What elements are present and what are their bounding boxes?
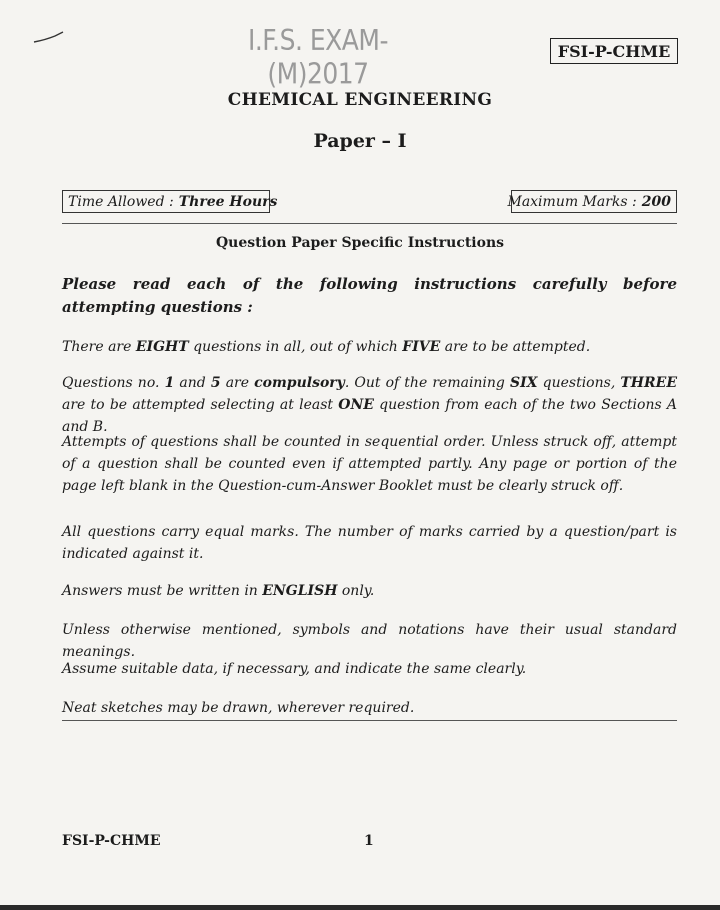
time-allowed-box xyxy=(62,190,278,213)
footer-paper-code: FSI-P-CHME xyxy=(62,833,161,849)
instruction-eight-questions: There are EIGHT questions in all, out of which FIVE are to be attempted. xyxy=(62,339,591,355)
instruction-suitable-data: Assume suitable data, if necessary, and indicate the same clearly. xyxy=(62,661,527,677)
time-allowed-value: Three Hours xyxy=(178,193,278,210)
maximum-marks-label: Maximum Marks : xyxy=(507,193,637,210)
page-number: 1 xyxy=(364,833,374,849)
instruction-sequential-order: Attempts of questions shall be counted in sequential order. Unless struck off, attempt of a question shall be counted even if attempted partly. Any page or portion of the page left blank in the Question-cum-Answer Booklet must be clearly struck off. xyxy=(62,434,677,494)
maximum-marks-value: 200 xyxy=(641,193,671,210)
divider-top xyxy=(62,223,677,224)
please-read-notice: Please read each of the following instructions carefully before attempting questions : xyxy=(62,275,677,316)
instructions-heading: Question Paper Specific Instructions xyxy=(215,235,505,251)
time-allowed-label: Time Allowed : xyxy=(68,193,174,210)
divider-bottom xyxy=(62,720,677,721)
paper-number: Paper – I xyxy=(313,130,407,152)
instruction-compulsory-questions: Questions no. 1 and 5 are compulsory. Out of the remaining SIX questions, THREE are to be attempted selecting at least ONE question from each of the two Sections A and B. xyxy=(62,375,677,435)
subject-title: CHEMICAL ENGINEERING xyxy=(227,90,493,110)
maximum-marks-box xyxy=(507,190,677,213)
instruction-symbols-notations: Unless otherwise mentioned, symbols and notations have their usual standard meanings. xyxy=(62,622,677,660)
instruction-neat-sketches: Neat sketches may be drawn, wherever required. xyxy=(62,700,415,716)
instruction-equal-marks: All questions carry equal marks. The number of marks carried by a question/part is indicated against it. xyxy=(62,524,677,562)
pen-tick-mark-icon xyxy=(33,30,65,46)
exam-title-stamp: I.F.S. EXAM-(M)2017 xyxy=(247,23,388,91)
instruction-english-only: Answers must be written in ENGLISH only. xyxy=(62,583,375,599)
scan-bottom-edge xyxy=(0,905,720,910)
paper-code-box: FSI-P-CHME xyxy=(550,38,678,64)
